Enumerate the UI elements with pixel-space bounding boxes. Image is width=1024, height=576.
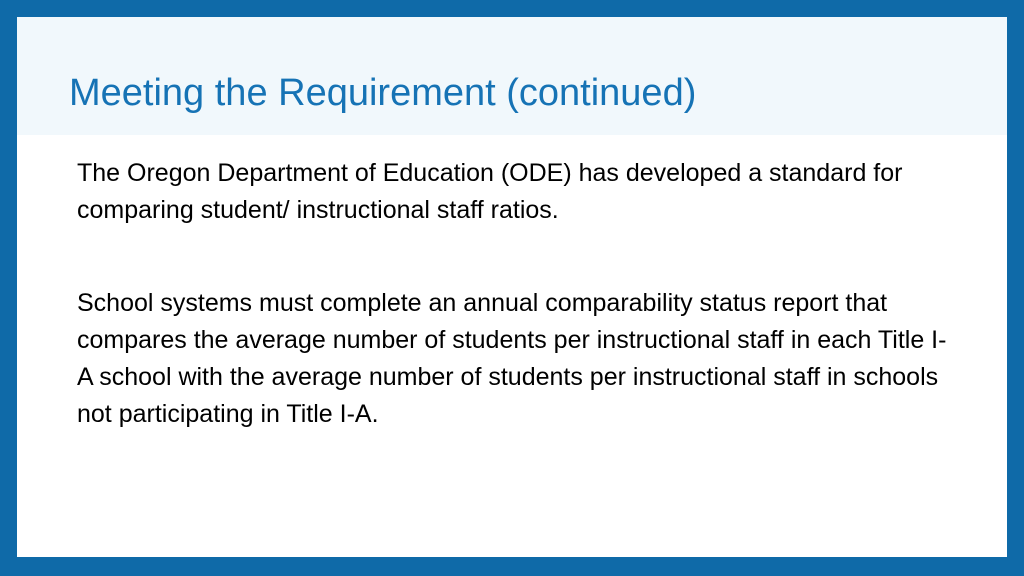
- body-paragraph-standard: The Oregon Department of Education (ODE) has developed a standard for comparing student/ instructional staff ratios.: [77, 159, 903, 224]
- slide-body: [77, 155, 957, 433]
- slide-title: Meeting the Requirement (continued): [69, 72, 697, 114]
- slide: [17, 17, 1007, 557]
- body-paragraph-report: School systems must complete an annual comparability status report that compares the average number of students per instructional staff in each Title I-A school with the average number of students per instructional staff in schools not participating in Title I-A.: [77, 289, 947, 428]
- title-band: [17, 17, 1007, 135]
